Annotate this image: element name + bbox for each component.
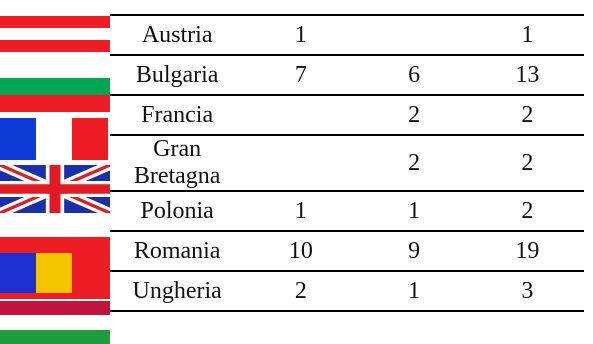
medal-table bbox=[110, 14, 584, 312]
country-cell: Romania bbox=[110, 231, 244, 271]
first-count-cell: 1 bbox=[244, 191, 357, 231]
country-cell: Gran Bretagna bbox=[110, 135, 244, 191]
second-count-cell: 6 bbox=[358, 55, 471, 95]
second-count-cell: 9 bbox=[358, 231, 471, 271]
total-count-cell: 13 bbox=[471, 55, 584, 95]
table-row bbox=[110, 191, 584, 231]
table-row bbox=[110, 135, 584, 191]
first-count-cell: 1 bbox=[244, 15, 357, 55]
total-count-cell: 2 bbox=[471, 191, 584, 231]
country-cell: Austria bbox=[110, 15, 244, 55]
table-row bbox=[110, 231, 584, 271]
total-count-cell: 2 bbox=[471, 135, 584, 191]
second-count-cell: 2 bbox=[358, 95, 471, 135]
second-count-cell: 2 bbox=[358, 135, 471, 191]
country-cell: Ungheria bbox=[110, 271, 244, 311]
table-row bbox=[110, 95, 584, 135]
romania-flag-icon bbox=[0, 237, 110, 299]
total-count-cell: 1 bbox=[471, 15, 584, 55]
table-row bbox=[110, 271, 584, 311]
uk-flag-icon bbox=[0, 165, 110, 213]
table-row bbox=[110, 55, 584, 95]
table-row bbox=[110, 15, 584, 55]
country-cell: Bulgaria bbox=[110, 55, 244, 95]
total-count-cell: 2 bbox=[471, 95, 584, 135]
second-count-cell bbox=[358, 15, 471, 55]
first-count-cell: 2 bbox=[244, 271, 357, 311]
total-count-cell: 19 bbox=[471, 231, 584, 271]
first-count-cell bbox=[244, 135, 357, 191]
hungary-flag-icon bbox=[0, 301, 110, 344]
country-cell: Francia bbox=[110, 95, 244, 135]
first-count-cell: 10 bbox=[244, 231, 357, 271]
first-count-cell bbox=[244, 95, 357, 135]
second-count-cell: 1 bbox=[358, 191, 471, 231]
second-count-cell: 1 bbox=[358, 271, 471, 311]
france-flag-icon bbox=[0, 118, 108, 160]
total-count-cell: 3 bbox=[471, 271, 584, 311]
bulgaria-flag-icon bbox=[0, 78, 110, 112]
first-count-cell: 7 bbox=[244, 55, 357, 95]
austria-flag-icon bbox=[0, 16, 110, 52]
country-cell: Polonia bbox=[110, 191, 244, 231]
